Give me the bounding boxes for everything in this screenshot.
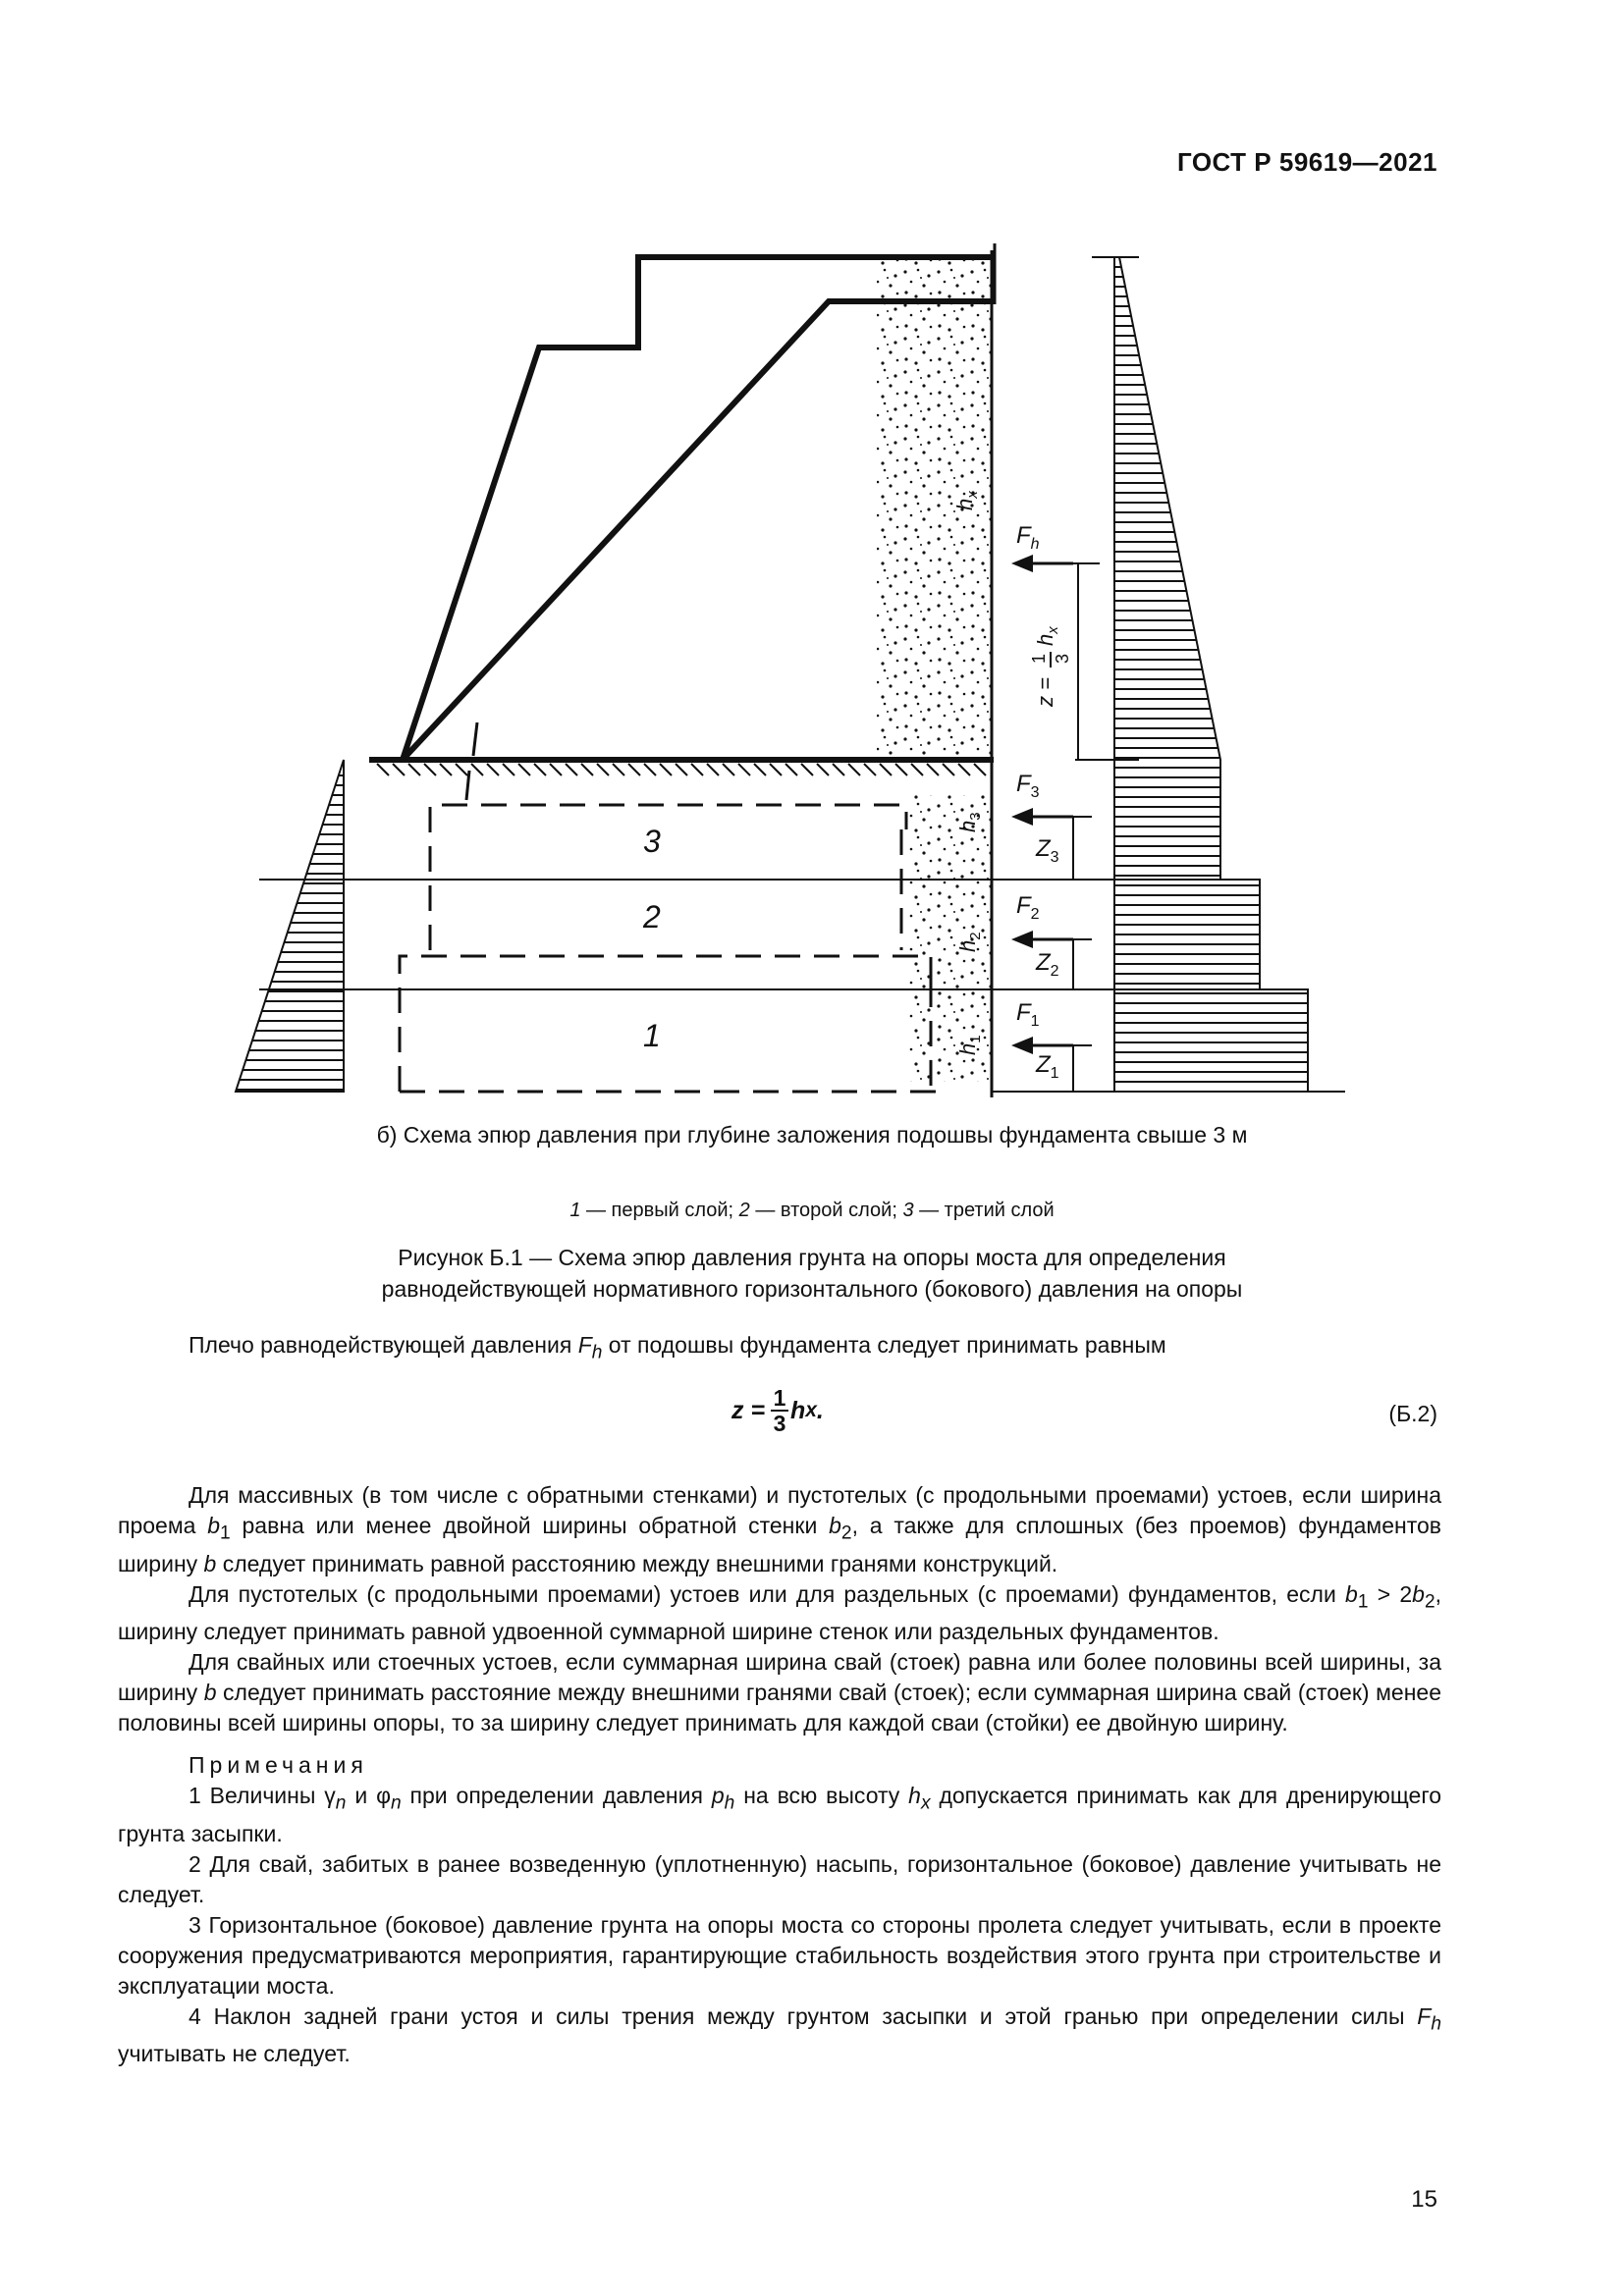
ground-hatch-mark xyxy=(393,764,405,775)
ground-hatch-mark xyxy=(613,764,624,775)
ground-hatch-mark xyxy=(487,764,499,775)
slope-dash xyxy=(473,722,477,756)
ground-hatch-mark xyxy=(833,764,844,775)
ground-hatch-mark xyxy=(848,764,860,775)
formula-b2: z = $\frac{1}{3}$ h x . xyxy=(731,1385,824,1436)
ground-hatch-mark xyxy=(408,764,420,775)
page-number: 15 xyxy=(1411,2186,1437,2213)
f1-arrow-head xyxy=(1011,1037,1033,1054)
layer-1-label: 1 xyxy=(643,1018,661,1053)
svg-text:hx: $h_x$ xyxy=(1033,626,1061,646)
left-pressure-diagram xyxy=(236,760,344,1092)
svg-text:3: 3 xyxy=(1053,653,1072,664)
ground-hatch-mark xyxy=(738,764,750,775)
notes-title: Примечания xyxy=(189,1752,368,1779)
foundation-upper-dashed xyxy=(430,805,906,950)
ground-hatch-mark xyxy=(503,764,514,775)
ground-hatch-mark xyxy=(801,764,813,775)
label-h1: $h_1$ xyxy=(955,1035,984,1055)
label-z3: $Z_3$ xyxy=(1036,835,1059,866)
standard-number: ГОСТ Р 59619—2021 xyxy=(1176,147,1437,177)
ground-hatch-mark xyxy=(440,764,452,775)
figure-subcaption: б) Схема эпюр давления при глубине заложения подошвы фундамента свыше 3 м xyxy=(376,1122,1248,1148)
ground-hatch-mark xyxy=(534,764,546,775)
label-h3: $h_3$ xyxy=(955,812,984,832)
right-pressure-hatch xyxy=(1114,267,1308,1082)
layer-3-label: 3 xyxy=(643,824,661,859)
ground-hatch-mark xyxy=(550,764,562,775)
ground-hatch-mark xyxy=(974,764,986,775)
ground-hatch-mark xyxy=(880,764,892,775)
paragraph-2: Для пустотелых (с продольными проемами) устоев или для раздельных (с проемами) фундаментов, если $b_1 > 2b_2$, ширину следует принимать равной удвоенной суммарной ширине стенок или раздельных фундаментов. xyxy=(118,1580,1441,1645)
paragraph-3: Для свайных или стоечных устоев, если суммарная ширина свай (стоек) равна или более половины всей ширины, за ширину b следует принимать расстояние между внешними гранями свай (стоек); если суммарная ширина свай (стоек) менее половины всей ширины опоры, то за ширину следует принимать для каждой сваи (стойки) ее двойную ширину. xyxy=(118,1649,1442,1736)
ground-hatch-mark xyxy=(754,764,766,775)
f3-arrow-head xyxy=(1011,808,1033,826)
main-body xyxy=(118,1480,1441,2069)
ground-hatch-mark xyxy=(581,764,593,775)
note-1: 1 Величины $\gamma_n$ и $\varphi_n$ при определении давления $p_h$ на всю высоту $h_x$ допускается принимать как для дренирующего грунта засыпки. xyxy=(118,1783,1441,1846)
ground-hatch-mark xyxy=(895,764,907,775)
ground-hatch-mark xyxy=(864,764,876,775)
ground-hatch-mark xyxy=(958,764,970,775)
note-4: 4 Наклон задней грани устоя и силы трения между грунтом засыпки и этой гранью при определении силы $F_h$ учитывать не следует. xyxy=(118,2002,1441,2067)
foundation-lower-dashed xyxy=(400,956,931,1092)
ground-hatch-mark xyxy=(644,764,656,775)
ground-hatch-mark xyxy=(911,764,923,775)
figure-legend: 1 — первый слой; 2 — второй слой; 3 — третий слой xyxy=(569,1200,1055,1221)
ground-hatch-mark xyxy=(817,764,829,775)
f2-arrow-head xyxy=(1011,931,1033,948)
label-f1: $F_1$ xyxy=(1016,999,1040,1030)
ground-hatch-mark xyxy=(691,764,703,775)
ground-hatch-mark xyxy=(471,764,483,775)
ground-hatch-mark xyxy=(456,764,467,775)
ground-hatch-mark xyxy=(723,764,734,775)
ground-hatch-mark xyxy=(597,764,609,775)
ground-hatch-mark xyxy=(424,764,436,775)
ground-hatch-mark xyxy=(377,764,389,775)
fh-arrow-head xyxy=(1011,555,1033,572)
label-z-formula xyxy=(1029,626,1072,708)
pressure-diagram xyxy=(0,0,1624,1119)
note-3: 3 Горизонтальное (боковое) давление грунта на опоры моста со стороны пролета следует учитывать, если в проекте сооружения предусматриваются мероприятия, гарантирующие стабильность воздействия этого грунта при строительстве и эксплуатации моста. xyxy=(118,1911,1441,1999)
ground-hatch-mark xyxy=(927,764,939,775)
label-z1: $Z_1$ xyxy=(1036,1051,1059,1082)
paragraph-1: Для массивных (в том числе с обратными стенками) и пустотелых (с продольными проемами) устоев, если ширина проема $b_1$ равна или менее двойной ширины обратной стенки $b_2$, а также для сплошных (без проемов) фундаментов ширину b следует принимать равной расстоянию между внешними гранями конструкций. xyxy=(118,1482,1441,1576)
label-f2: $F_2$ xyxy=(1016,892,1040,923)
note-2: 2 Для свай, забитых в ранее возведенную (уплотненную) насыпь, горизонтальное (боковое) давление учитывать не следует. xyxy=(118,1850,1441,1907)
ground-hatch-mark xyxy=(943,764,954,775)
lead-paragraph: Плечо равнодействующей давления $F_h$ от подошвы фундамента следует принимать равным xyxy=(189,1332,1166,1363)
ground-hatch-mark xyxy=(660,764,672,775)
equation-number: (Б.2) xyxy=(1388,1401,1437,1426)
svg-text:z =: z = xyxy=(1033,677,1057,707)
ground-hatch-mark xyxy=(566,764,577,775)
ground-hatch-mark xyxy=(518,764,530,775)
ground-hatch-mark xyxy=(676,764,687,775)
label-z2: $Z_2$ xyxy=(1036,949,1059,980)
label-f3: $F_3$ xyxy=(1016,771,1040,801)
ground-hatch-mark xyxy=(785,764,797,775)
ground-hatch-mark xyxy=(628,764,640,775)
ground-hatch-mark xyxy=(707,764,719,775)
right-pressure-outline xyxy=(1119,257,1345,1092)
svg-text:1: 1 xyxy=(1029,653,1049,664)
layer-2-label: 2 xyxy=(643,899,661,934)
label-hx: $h_x$ xyxy=(952,491,981,510)
label-h2: $h_2$ xyxy=(955,932,984,952)
label-fh: $F_h$ xyxy=(1016,522,1040,553)
ground-hatch-mark xyxy=(770,764,782,775)
figure-title: Рисунок Б.1 — Схема эпюр давления грунта на опоры моста для определения равнодействующей нормативного горизонтального (бокового) давления на опоры xyxy=(381,1245,1243,1302)
